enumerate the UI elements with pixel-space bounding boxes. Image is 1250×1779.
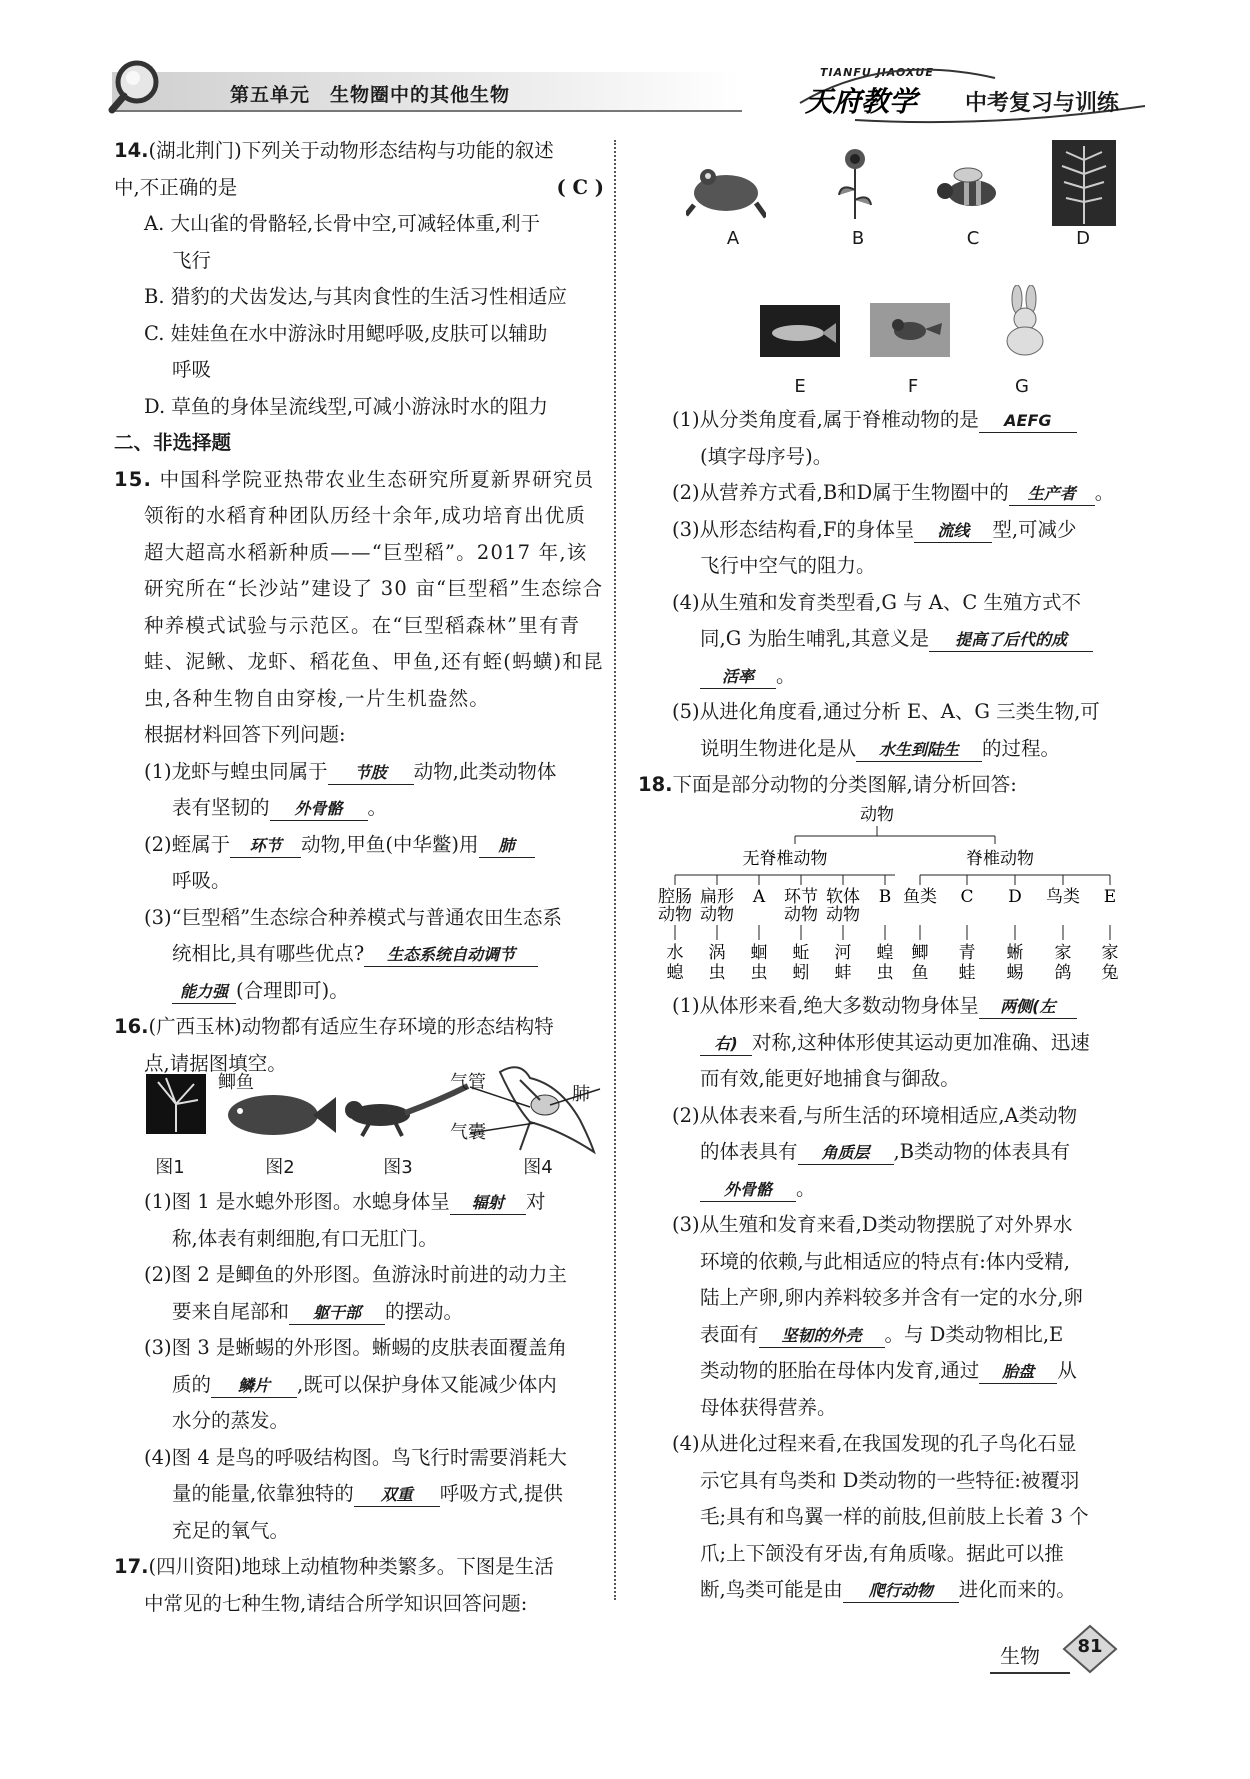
q15-text-line: 研究所在“长沙站”建设了 30 亩“巨型稻”生态综合: [144, 577, 604, 600]
image-label-d: D: [1076, 228, 1090, 249]
invertebrate-group-label: 动物: [784, 905, 818, 925]
q16-part4-end: 充足的氧气。: [172, 1518, 290, 1542]
q15-answer-3b: 能力强: [172, 981, 236, 1004]
q17-stem: (四川资阳)地球上动植物种类繁多。下图是生活: [148, 1555, 554, 1578]
q16-part4-cont: 量的能量,依靠独特的: [172, 1482, 354, 1505]
q17-part3: (3)从形态结构看,F的身体呈: [672, 517, 915, 541]
image-fern: [1052, 140, 1116, 226]
q18-part4-cont3: 爪;上下颌没有牙齿,有角质喙。据此可以推: [700, 1541, 1064, 1565]
vertebrate-example: 鲫: [911, 943, 929, 963]
q18-answer-3b: 胎盘: [979, 1361, 1057, 1384]
q17-answer-3: 流线: [914, 520, 992, 543]
image-bird: [870, 303, 950, 357]
vertebrate-example: 蛙: [958, 963, 976, 983]
q15-part2-end: 呼吸。: [172, 869, 231, 892]
q15-text-line: 超大超高水稻新种质——“巨型稻”。2017 年,该: [144, 540, 588, 564]
invertebrate-example: 虫: [708, 963, 726, 983]
q15-number: 15.: [114, 467, 153, 491]
q16-part1: (1)图 1 是水螅外形图。水螅身体呈: [144, 1190, 450, 1213]
q18-answer-1b: 右): [700, 1033, 752, 1056]
invertebrate-example: 水: [666, 943, 684, 963]
q15-part1: (1)龙虾与蝗虫同属于: [144, 759, 328, 783]
invertebrate-example: 螅: [666, 963, 684, 983]
vertebrate-example: 兔: [1101, 963, 1119, 983]
invertebrate-example: 河: [834, 943, 852, 963]
q15-text-line: 蛙、泥鳅、龙虾、稻花鱼、甲鱼,还有蛭(蚂蟥)和昆: [144, 650, 604, 673]
q14-stem-line1: (湖北荆门)下列关于动物形态结构与功能的叙述: [148, 139, 554, 162]
q18-answer-4: 爬行动物: [843, 1580, 959, 1603]
label-trachea: 气管: [450, 1072, 486, 1093]
q17-answer-1: AEFG: [979, 410, 1077, 433]
q16-part3-cont: 质的: [172, 1372, 212, 1396]
q17-part5: (5)从进化角度看,通过分析 E、A、G 三类生物,可: [672, 700, 1100, 723]
footer-subject: 生物: [1000, 1644, 1040, 1668]
q15-part3-end: (合理即可)。: [236, 978, 349, 1002]
tree-invertebrates: 无脊椎动物: [742, 849, 828, 869]
q17-answer-5: 水生到陆生: [856, 739, 982, 762]
q16-part1-end: 称,体表有刺细胞,有口无肛门。: [172, 1226, 438, 1250]
q15-text-line: 领衔的水稻育种团队历经十余年,成功培育出优质: [144, 504, 587, 527]
left-column-lower: [114, 1184, 604, 1622]
tree-vertebrates: 脊椎动物: [966, 849, 1034, 869]
label-lung: 肺: [572, 1084, 590, 1105]
q15-text-line: 虫,各种生物自由穿梭,一片生机盎然。: [144, 686, 490, 710]
q17-part1: (1)从分类角度看,属于脊椎动物的是: [672, 408, 979, 431]
q17-part3-end: 飞行中空气的阻力。: [700, 554, 876, 577]
q18-part1-cont: 对称,这种体形使其运动更加准确、迅速: [752, 1030, 1090, 1054]
q17-part3-cont: 型,可减少: [992, 517, 1077, 541]
q18-part3: (3)从生殖和发育来看,D类动物摆脱了对外界水: [672, 1213, 1073, 1236]
q15-text-line: 中国科学院亚热带农业生态研究所夏新界研究员: [159, 467, 595, 491]
q16-answer-3: 鳞片: [211, 1375, 297, 1398]
brand-series: 中考复习与训练: [965, 91, 1120, 116]
q16-answer-4: 双重: [354, 1484, 440, 1507]
invertebrate-group-label: 扁形: [700, 887, 734, 907]
magnifier-icon: [104, 54, 174, 116]
image-sunflower: [835, 145, 875, 220]
q15-part3: (3)“巨型稻”生态综合种养模式与普通农田生态系: [144, 905, 563, 929]
q18-part3-cont: 环境的依赖,与此相适应的特点有:体内受精,: [700, 1249, 1070, 1273]
q16-part3-cont2: ,既可以保护身体又能减少体内: [297, 1372, 557, 1396]
q15-text-line: 种养模式试验与示范区。在“巨型稻森林”里有青: [144, 613, 581, 637]
q18-part2-end: 。: [796, 1176, 816, 1200]
vertebrate-group-label: 鱼类: [903, 887, 937, 907]
q18-part3-end: 母体获得营养。: [700, 1395, 837, 1419]
q18-number: 18.: [638, 773, 673, 796]
brand-name: 天府教学: [805, 85, 918, 118]
invertebrate-example: 涡: [708, 943, 726, 963]
q18-part2: (2)从体表来看,与所生活的环境相适应,A类动物: [672, 1103, 1078, 1127]
q18-part4-cont4: 断,鸟类可能是由: [700, 1578, 843, 1601]
section-heading: 二、非选择题: [114, 431, 232, 454]
fig-label-2: 图2: [265, 1157, 295, 1178]
q18-part1-end: 而有效,能更好地捕食与御敌。: [700, 1067, 960, 1090]
q15-part2-cont: 动物,甲鱼(中华鳖)用: [301, 832, 479, 856]
question-17: [114, 1549, 604, 1622]
q17-part5-end: 的过程。: [982, 736, 1061, 760]
q18-part3-cont5: 类动物的胚胎在母体内发育,通过: [700, 1359, 980, 1382]
vertebrate-example: 蜥: [1006, 943, 1024, 963]
q16-part1-cont: 对: [525, 1190, 546, 1213]
invertebrate-example: 虫: [750, 963, 768, 983]
q17-part2-end: 。: [1094, 481, 1115, 504]
invertebrate-group-label: B: [878, 887, 892, 907]
q15-part1-cont: 动物,此类动物体: [413, 759, 557, 783]
q17-part4: (4)从生殖和发育类型看,G 与 A、C 生殖方式不: [672, 590, 1081, 614]
q14-option-b: B. 猎豹的犬齿发达,与其肉食性的生活习性相适应: [144, 285, 567, 308]
image-fish: [760, 305, 840, 357]
q14-answer: ( C ): [556, 175, 604, 199]
q17-answer-4a: 提高了后代的成: [929, 629, 1093, 652]
image-bee: [930, 165, 1010, 215]
q15-part1-end: 。: [367, 796, 388, 819]
q14-number: 14.: [114, 139, 149, 162]
q17-part5-cont: 说明生物进化是从: [700, 736, 857, 760]
image-label-f: F: [907, 376, 919, 397]
q16-part3: (3)图 3 是蜥蜴的外形图。蜥蜴的皮肤表面覆盖角: [144, 1336, 567, 1359]
column-divider: [614, 140, 616, 1600]
q16-part2: (2)图 2 是鲫鱼的外形图。鱼游泳时前进的动力主: [144, 1263, 567, 1286]
fig-label-1: 图1: [155, 1157, 185, 1178]
vertebrate-group-label: D: [1008, 887, 1022, 907]
image-rabbit: [995, 285, 1055, 357]
q16-part4: (4)图 4 是鸟的呼吸结构图。鸟飞行时需要消耗大: [144, 1445, 567, 1469]
q18-part2-cont: 的体表具有: [700, 1140, 798, 1163]
brand-pinyin: TIANFU JIAOXUE: [820, 66, 934, 79]
q15-answer-2b: 肺: [479, 835, 535, 858]
image-label-c: C: [966, 228, 980, 249]
image-label-e: E: [794, 376, 806, 397]
invertebrate-example: 蚓: [792, 963, 810, 983]
invertebrate-example: 蚯: [792, 943, 810, 963]
vertebrate-group-label: E: [1103, 887, 1117, 907]
vertebrate-example: 青: [958, 943, 976, 963]
page-number: 81: [1077, 1636, 1103, 1657]
q18-part1: (1)从体形来看,绝大多数动物身体呈: [672, 994, 979, 1017]
vertebrate-group-label: 鸟类: [1046, 887, 1080, 907]
vertebrate-example: 蜴: [1006, 963, 1024, 983]
q17-part2: (2)从营养方式看,B和D属于生物圈中的: [672, 481, 1009, 504]
right-column: [638, 402, 1132, 804]
q14-option-c-cont: 呼吸: [172, 358, 212, 381]
q15-answer-2a: 环节: [230, 835, 301, 858]
q18-part3-cont4: 。与 D类动物相比,E: [884, 1322, 1064, 1346]
label-airsac: 气囊: [450, 1122, 486, 1143]
invertebrate-group-label: 软体: [826, 887, 860, 907]
vertebrate-example: 家: [1101, 943, 1119, 963]
invertebrate-example: 蛔: [750, 943, 768, 963]
classification-tree: [655, 800, 1135, 990]
figure-crucian-carp: [218, 1085, 338, 1145]
q16-stem-cont: 点,请据图填空。: [144, 1051, 287, 1075]
question-15: [114, 462, 604, 718]
vertebrate-example: 鸽: [1054, 963, 1072, 983]
invertebrate-example: 虫: [876, 963, 894, 983]
q18-part3-cont6: 从: [1057, 1359, 1077, 1382]
q17-stem-cont: 中常见的七种生物,请结合所学知识回答问题:: [144, 1591, 528, 1615]
q15-answer-1b: 外骨骼: [270, 798, 368, 821]
tree-root: 动物: [860, 805, 894, 825]
q16-part3-end: 水分的蒸发。: [172, 1409, 290, 1432]
q17-answer-4b: 活率: [700, 666, 776, 689]
q18-part4-cont: 示它具有鸟类和 D类动物的一些特征:被覆羽: [700, 1468, 1080, 1492]
image-label-g: G: [1015, 376, 1029, 397]
q15-part2: (2)蛭属于: [144, 832, 231, 856]
footer-rule: [990, 1672, 1070, 1674]
q16-answer-1: 辐射: [450, 1192, 526, 1215]
invertebrate-group-label: 动物: [658, 905, 692, 925]
unit-title: 第五单元 生物圈中的其他生物: [230, 84, 511, 106]
q18-answer-2b: 外骨骼: [700, 1179, 796, 1202]
q18-part4-cont2: 毛;具有和鸟翼一样的前肢,但前肢上长着 3 个: [700, 1505, 1089, 1528]
q15-part1-cont: 表有坚韧的: [172, 796, 270, 819]
invertebrate-group-label: 腔肠: [658, 887, 692, 907]
right-column-lower: [672, 988, 1132, 1609]
invertebrate-group-label: 环节: [784, 887, 818, 907]
left-column: [114, 133, 604, 1082]
q16-part4-cont2: 呼吸方式,提供: [439, 1482, 563, 1505]
q15-answer-3a: 生态系统自动调节: [364, 944, 538, 967]
image-label-a: A: [726, 228, 740, 249]
q16-number: 16.: [114, 1015, 149, 1038]
fig-label-3: 图3: [383, 1157, 413, 1178]
q15-answer-1a: 节肢: [328, 762, 414, 785]
fig-label-4: 图4: [523, 1157, 553, 1178]
q14-stem-line2: 中,不正确的是: [114, 175, 238, 199]
invertebrate-group-label: 动物: [826, 905, 860, 925]
q18-part4: (4)从进化过程来看,在我国发现的孔子鸟化石显: [672, 1432, 1077, 1455]
vertebrate-example: 家: [1054, 943, 1072, 963]
q18-answer-2a: 角质层: [798, 1142, 894, 1165]
q15-part3-cont: 统相比,具有哪些优点?: [172, 942, 365, 965]
q17-number: 17.: [114, 1555, 149, 1578]
q18-stem: 下面是部分动物的分类图解,请分析回答:: [672, 773, 1017, 796]
question-14: [114, 133, 604, 425]
q18-answer-1a: 两侧(左: [979, 996, 1077, 1019]
image-label-b: B: [851, 228, 865, 249]
invertebrate-example: 蝗: [876, 943, 894, 963]
q16-part2-cont: 要来自尾部和: [172, 1299, 290, 1323]
invertebrate-example: 蚌: [834, 963, 852, 983]
q14-option-d: D. 草鱼的身体呈流线型,可减小游泳时水的阻力: [144, 394, 549, 418]
q15-instruction: 根据材料回答下列问题:: [144, 723, 346, 746]
q14-option-c: C. 娃娃鱼在水中游泳时用鳃呼吸,皮肤可以辅助: [144, 321, 548, 345]
q17-part1-end: (填字母序号)。: [700, 444, 833, 468]
q16-stem: (广西玉林)动物都有适应生存环境的形态结构特: [148, 1015, 554, 1038]
q18-part4-end: 进化而来的。: [958, 1578, 1076, 1601]
invertebrate-group-label: A: [752, 887, 766, 907]
q16-answer-2: 躯干部: [289, 1302, 385, 1325]
q17-part4-end: 。: [776, 663, 796, 687]
q17-part4-cont: 同,G 为胎生哺乳,其意义是: [700, 627, 930, 650]
image-frog: [686, 155, 766, 220]
question-15-parts: [114, 717, 604, 1009]
label-fish: 鲫鱼: [218, 1072, 254, 1093]
q16-part2-end: 的摆动。: [385, 1299, 464, 1323]
q18-part3-cont2: 陆上产卵,卵内养料较多并含有一定的水分,卵: [700, 1286, 1083, 1309]
figure-hydra: [146, 1074, 206, 1134]
q18-answer-3a: 坚韧的外壳: [759, 1325, 885, 1348]
vertebrate-example: 鱼: [911, 963, 929, 983]
q14-option-a-cont: 飞行: [172, 248, 212, 272]
q18-part2-cont2: ,B类动物的体表具有: [893, 1140, 1071, 1163]
q14-option-a: A. 大山雀的骨骼轻,长骨中空,可减轻体重,利于: [144, 212, 541, 235]
q17-answer-2: 生产者: [1009, 483, 1095, 506]
q18-part3-cont3: 表面有: [700, 1322, 759, 1346]
vertebrate-group-label: C: [960, 887, 974, 907]
invertebrate-group-label: 动物: [700, 905, 734, 925]
